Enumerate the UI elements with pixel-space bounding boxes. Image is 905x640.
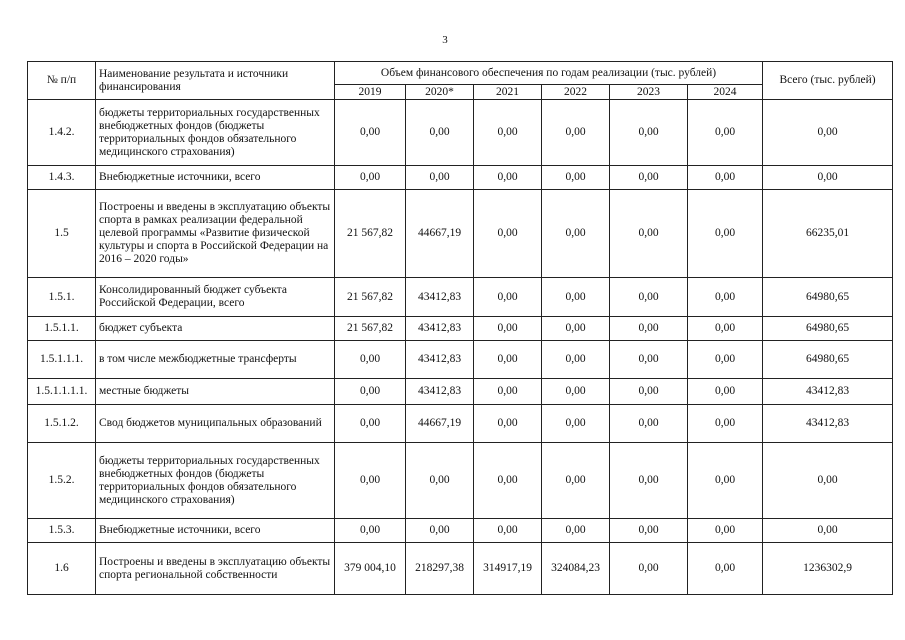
- row-value-2022: 0,00: [542, 405, 610, 443]
- row-value-2021: 0,00: [474, 278, 542, 317]
- row-value-2020: 43412,83: [406, 341, 474, 379]
- row-value-2019: 0,00: [335, 341, 406, 379]
- row-name: в том числе межбюджетные трансферты: [96, 341, 335, 379]
- row-value-2019: 0,00: [335, 100, 406, 166]
- row-value-2020: 0,00: [406, 100, 474, 166]
- row-value-2022: 0,00: [542, 443, 610, 519]
- row-total: 64980,65: [763, 278, 893, 317]
- table-row: [28, 405, 893, 443]
- row-name: Построены и введены в эксплуатацию объекты спорта в рамках реализации федеральной целевой программы «Развитие физической культуры и спорта в Российской Федерации на 2016 – 2020 годы»: [96, 190, 335, 278]
- row-value-2021: 314917,19: [474, 543, 542, 595]
- row-number: 1.5.1.1.1.: [28, 341, 96, 379]
- row-value-2021: 0,00: [474, 443, 542, 519]
- row-value-2020: 43412,83: [406, 317, 474, 341]
- row-value-2022: 0,00: [542, 100, 610, 166]
- row-total: 64980,65: [763, 341, 893, 379]
- row-value-2021: 0,00: [474, 405, 542, 443]
- row-value-2023: 0,00: [610, 379, 688, 405]
- header-name: Наименование результата и источники финансирования: [96, 62, 335, 100]
- row-value-2023: 0,00: [610, 519, 688, 543]
- header-year: 2021: [474, 85, 542, 100]
- row-value-2021: 0,00: [474, 379, 542, 405]
- header-year: 2023: [610, 85, 688, 100]
- row-name: Построены и введены в эксплуатацию объекты спорта региональной собственности: [96, 543, 335, 595]
- row-value-2023: 0,00: [610, 278, 688, 317]
- row-value-2022: 0,00: [542, 190, 610, 278]
- row-value-2022: 324084,23: [542, 543, 610, 595]
- row-value-2022: 0,00: [542, 317, 610, 341]
- row-value-2019: 0,00: [335, 405, 406, 443]
- row-value-2020: 43412,83: [406, 379, 474, 405]
- row-number: 1.4.2.: [28, 100, 96, 166]
- row-name: Консолидированный бюджет субъекта Российской Федерации, всего: [96, 278, 335, 317]
- row-value-2022: 0,00: [542, 341, 610, 379]
- row-name: Свод бюджетов муниципальных образований: [96, 405, 335, 443]
- table-row: [28, 278, 893, 317]
- row-value-2022: 0,00: [542, 278, 610, 317]
- row-value-2019: 21 567,82: [335, 190, 406, 278]
- row-value-2024: 0,00: [688, 443, 763, 519]
- row-total: 43412,83: [763, 379, 893, 405]
- row-total: 66235,01: [763, 190, 893, 278]
- row-value-2019: 379 004,10: [335, 543, 406, 595]
- row-value-2024: 0,00: [688, 190, 763, 278]
- row-value-2023: 0,00: [610, 443, 688, 519]
- row-value-2024: 0,00: [688, 379, 763, 405]
- row-total: 0,00: [763, 443, 893, 519]
- header-total: Всего (тыс. рублей): [763, 62, 893, 100]
- row-value-2024: 0,00: [688, 166, 763, 190]
- row-value-2020: 44667,19: [406, 405, 474, 443]
- row-value-2021: 0,00: [474, 166, 542, 190]
- financing-table: [27, 61, 893, 595]
- header-year: 2020*: [406, 85, 474, 100]
- row-value-2021: 0,00: [474, 341, 542, 379]
- row-number: 1.5.1.: [28, 278, 96, 317]
- row-value-2024: 0,00: [688, 278, 763, 317]
- row-value-2024: 0,00: [688, 100, 763, 166]
- row-number: 1.5.2.: [28, 443, 96, 519]
- header-year: 2019: [335, 85, 406, 100]
- page-number: 3: [442, 34, 448, 46]
- row-value-2019: 0,00: [335, 166, 406, 190]
- table-row: [28, 379, 893, 405]
- row-name: бюджеты территориальных государственных внебюджетных фондов (бюджеты территориальных фондов обязательного медицинского страхования): [96, 100, 335, 166]
- row-value-2020: 43412,83: [406, 278, 474, 317]
- table-row: [28, 166, 893, 190]
- table-row: [28, 341, 893, 379]
- row-number: 1.5.1.1.1.1.: [28, 379, 96, 405]
- row-value-2019: 0,00: [335, 443, 406, 519]
- row-value-2019: 0,00: [335, 519, 406, 543]
- table-row: [28, 443, 893, 519]
- row-name: Внебюджетные источники, всего: [96, 519, 335, 543]
- row-value-2022: 0,00: [542, 166, 610, 190]
- row-name: бюджет субъекта: [96, 317, 335, 341]
- row-value-2023: 0,00: [610, 190, 688, 278]
- table-row: [28, 543, 893, 595]
- row-number: 1.5.3.: [28, 519, 96, 543]
- row-value-2023: 0,00: [610, 317, 688, 341]
- row-value-2020: 44667,19: [406, 190, 474, 278]
- row-value-2021: 0,00: [474, 100, 542, 166]
- row-total: 43412,83: [763, 405, 893, 443]
- table-body: [28, 100, 893, 595]
- row-value-2022: 0,00: [542, 519, 610, 543]
- row-value-2023: 0,00: [610, 405, 688, 443]
- row-value-2024: 0,00: [688, 519, 763, 543]
- row-total: 64980,65: [763, 317, 893, 341]
- header-years-group: Объем финансового обеспечения по годам реализации (тыс. рублей): [335, 62, 763, 85]
- row-value-2021: 0,00: [474, 317, 542, 341]
- row-number: 1.6: [28, 543, 96, 595]
- row-name: местные бюджеты: [96, 379, 335, 405]
- row-value-2020: 0,00: [406, 519, 474, 543]
- row-value-2022: 0,00: [542, 379, 610, 405]
- row-value-2023: 0,00: [610, 543, 688, 595]
- row-number: 1.5: [28, 190, 96, 278]
- row-number: 1.5.1.1.: [28, 317, 96, 341]
- row-total: 1236302,9: [763, 543, 893, 595]
- table-row: [28, 317, 893, 341]
- row-name: бюджеты территориальных государственных внебюджетных фондов (бюджеты территориальных фондов обязательного медицинского страхования): [96, 443, 335, 519]
- row-value-2023: 0,00: [610, 100, 688, 166]
- row-value-2020: 218297,38: [406, 543, 474, 595]
- row-total: 0,00: [763, 519, 893, 543]
- header-num: № п/п: [28, 62, 96, 100]
- row-name: Внебюджетные источники, всего: [96, 166, 335, 190]
- row-value-2023: 0,00: [610, 341, 688, 379]
- header-year: 2024: [688, 85, 763, 100]
- row-value-2023: 0,00: [610, 166, 688, 190]
- row-value-2024: 0,00: [688, 543, 763, 595]
- row-value-2020: 0,00: [406, 443, 474, 519]
- header-year: 2022: [542, 85, 610, 100]
- row-value-2019: 0,00: [335, 379, 406, 405]
- row-value-2019: 21 567,82: [335, 278, 406, 317]
- row-value-2021: 0,00: [474, 190, 542, 278]
- row-total: 0,00: [763, 100, 893, 166]
- table-row: [28, 519, 893, 543]
- table-row: [28, 100, 893, 166]
- row-total: 0,00: [763, 166, 893, 190]
- table-row: [28, 190, 893, 278]
- row-number: 1.5.1.2.: [28, 405, 96, 443]
- row-number: 1.4.3.: [28, 166, 96, 190]
- row-value-2024: 0,00: [688, 341, 763, 379]
- row-value-2024: 0,00: [688, 405, 763, 443]
- row-value-2020: 0,00: [406, 166, 474, 190]
- row-value-2019: 21 567,82: [335, 317, 406, 341]
- row-value-2021: 0,00: [474, 519, 542, 543]
- row-value-2024: 0,00: [688, 317, 763, 341]
